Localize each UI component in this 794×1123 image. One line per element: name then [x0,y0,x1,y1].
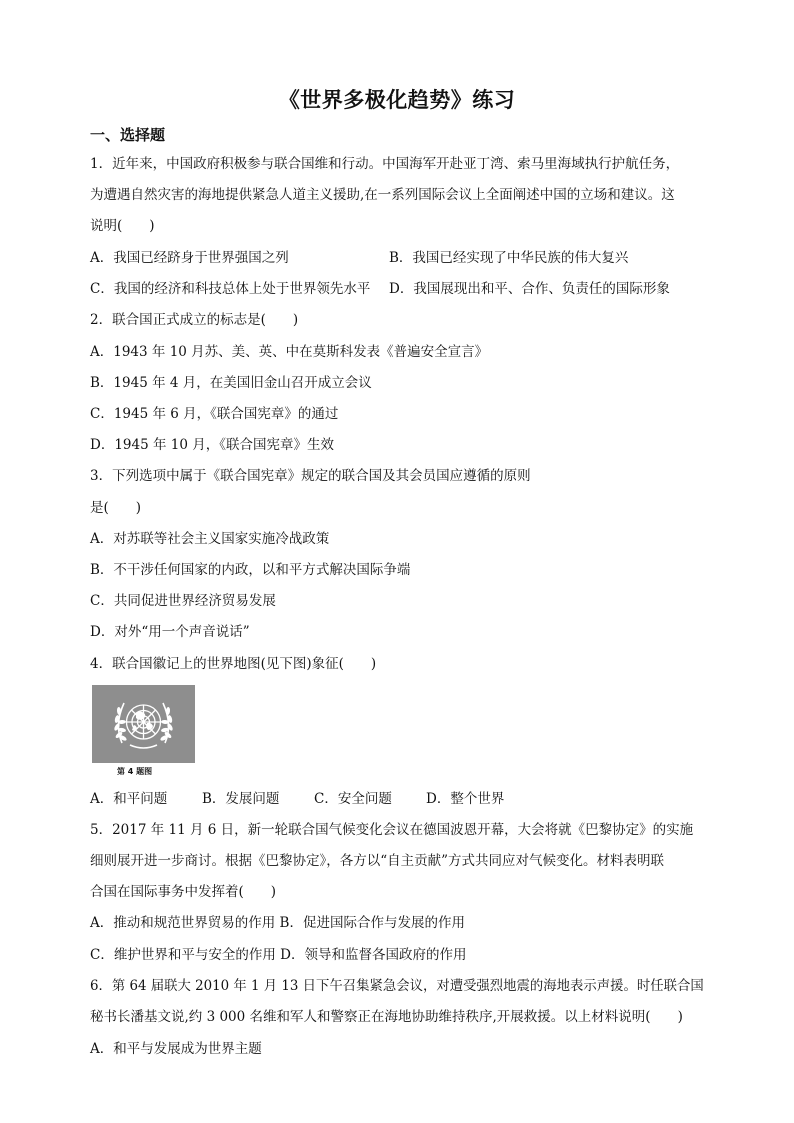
q4-stem: 4．联合国徽记上的世界地图(见下图)象征( ) [90,656,377,672]
q2-option-c: C．1945 年 6 月，《联合国宪章》的通过 [90,406,339,422]
section-heading: 一、选择题 [90,126,166,144]
q1-stem-line-1: 1．近年来，中国政府积极参与联合国维和行动。中国海军开赴亚丁湾、索马里海域执行护航任务， [90,156,680,172]
q1-option-d: D．我国展现出和平、合作、负责任的国际形象 [389,281,670,297]
q2-option-b: B．1945 年 4 月，在美国旧金山召开成立会议 [90,375,372,391]
q4-option-b: B．发展问题 [202,791,280,807]
un-emblem-image [92,685,195,763]
q1-option-a: A．我国已经跻身于世界强国之列 [90,250,289,266]
figure-caption: 第 4 题图 [117,767,153,776]
q4-option-a: A．和平问题 [90,791,168,807]
q1-option-b: B．我国已经实现了中华民族的伟大复兴 [389,250,629,266]
q5-options-cd: C．维护世界和平与安全的作用 D．领导和监督各国政府的作用 [90,947,467,963]
q3-stem-line-2: 是( ) [90,500,142,516]
q5-stem-line-3: 合国在国际事务中发挥着( ) [90,884,277,900]
q5-options-ab: A．推动和规范世界贸易的作用 B．促进国际合作与发展的作用 [90,915,465,931]
q3-option-b: B．不干涉任何国家的内政，以和平方式解决国际争端 [90,562,411,578]
q6-stem-line-1: 6．第 64 届联大 2010 年 1 月 13 日下午召集紧急会议，对遭受强烈地震的海地表示声援。时任联合国 [90,978,704,994]
q5-stem-line-2: 细则展开进一步商讨。根据《巴黎协定》，各方以“自主贡献”方式共同应对气候变化。材料表明联 [90,853,665,869]
q6-option-a: A．和平与发展成为世界主题 [90,1041,262,1057]
q4-option-c: C．安全问题 [314,791,392,807]
q3-option-a: A．对苏联等社会主义国家实施冷战政策 [90,531,330,547]
q3-option-c: C．共同促进世界经济贸易发展 [90,593,276,609]
q6-stem-line-2: 秘书长潘基文说,约 3 000 名维和军人和警察正在海地协助维持秩序,开展救援。以上材料说明( ) [90,1009,683,1025]
q2-option-a: A．1943 年 10 月苏、美、英、中在莫斯科发表《普遍安全宣言》 [90,344,489,360]
q4-option-d: D．整个世界 [426,791,505,807]
page-title: 《世界多极化趋势》练习 [278,88,516,112]
q1-stem-line-2: 为遭遇自然灾害的海地提供紧急人道主义援助,在一系列国际会议上全面阐述中国的立场和建议。这 [90,187,675,203]
q1-option-c: C．我国的经济和科技总体上处于世界领先水平 [90,281,371,297]
q3-stem-line-1: 3．下列选项中属于《联合国宪章》规定的联合国及其会员国应遵循的原则 [90,468,531,484]
q2-stem: 2．联合国正式成立的标志是( ) [90,312,299,328]
q5-stem-line-1: 5．2017 年 11 月 6 日，新一轮联合国气候变化会议在德国波恩开幕，大会将就《巴黎协定》的实施 [90,822,694,838]
un-emblem-icon [92,685,195,763]
q3-option-d: D．对外“用一个声音说话” [90,624,250,640]
q2-option-d: D．1945 年 10 月，《联合国宪章》生效 [90,437,334,453]
q1-stem-line-3: 说明( ) [90,218,155,234]
